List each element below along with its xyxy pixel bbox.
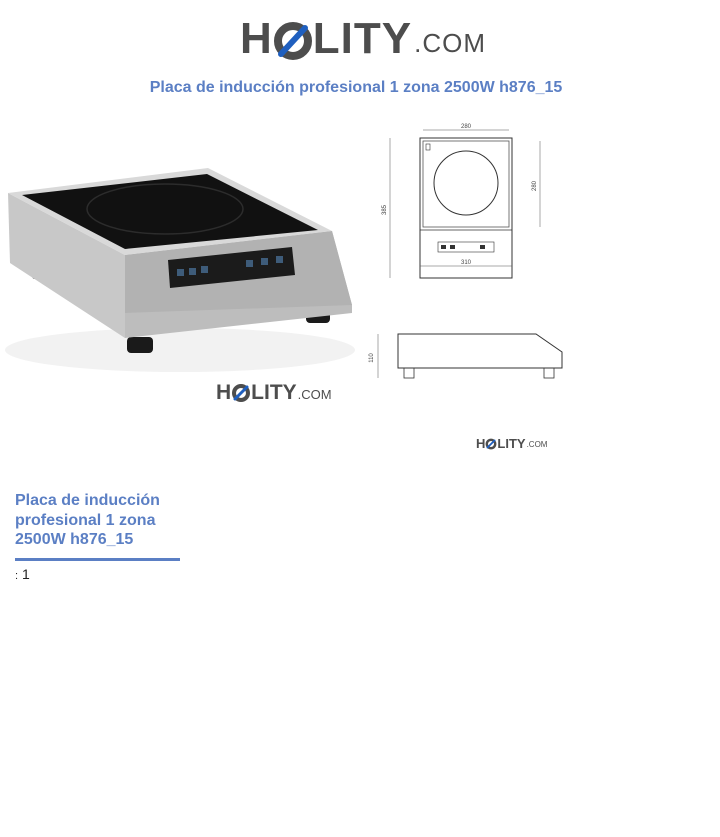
watermark-suffix: .COM — [297, 387, 332, 402]
spec-value: 1 — [21, 566, 30, 582]
technical-drawing — [360, 118, 580, 388]
page-title: Placa de inducción profesional 1 zona 2500W h876_15 — [149, 79, 563, 96]
photo-watermark-logo — [216, 380, 332, 406]
logo-letter-h: H — [240, 14, 273, 63]
watermark-o-icon — [231, 383, 251, 406]
watermark2-letters: LITY — [497, 436, 526, 451]
dim-top-width: 280 — [460, 124, 472, 130]
spec-label: : — [15, 570, 19, 582]
foot-front-left — [127, 337, 153, 353]
product-heading: Placa de inducción profesional 1 zona 2500W h876_15 — [15, 491, 180, 561]
logo-o-icon — [273, 20, 313, 66]
logo-letters: LITY — [312, 14, 413, 63]
dim-depth: 385 — [382, 204, 388, 216]
dim-height: 110 — [369, 353, 375, 363]
dim-bottom-width: 310 — [460, 260, 472, 266]
logo-suffix: .COM — [414, 28, 486, 58]
watermark2-suffix: .COM — [526, 440, 548, 449]
spec-line — [15, 566, 30, 582]
watermark2-o-icon — [485, 438, 497, 452]
product-photo — [0, 135, 360, 405]
brand-logo[interactable] — [240, 12, 486, 66]
dim-right: 280 — [532, 180, 538, 192]
drawing-watermark-logo — [476, 436, 547, 452]
watermark-letters: LITY — [251, 381, 297, 404]
watermark-h: H — [216, 381, 232, 404]
watermark2-h: H — [476, 436, 486, 451]
